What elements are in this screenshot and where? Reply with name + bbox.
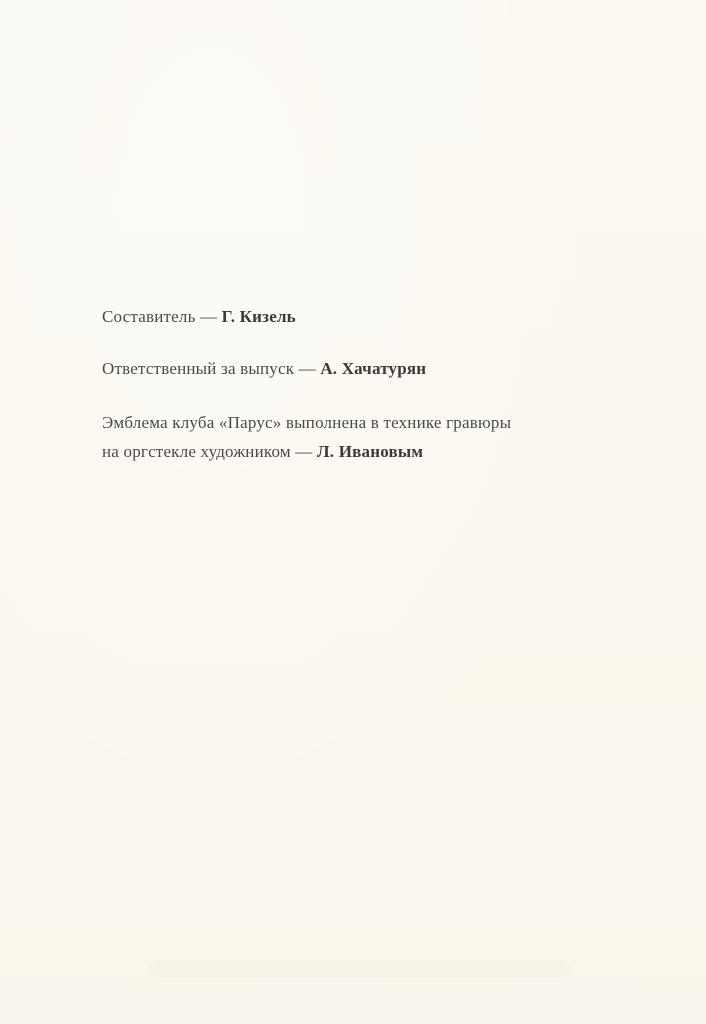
responsible-name: А. Хачатурян: [320, 359, 427, 378]
responsible-line: [102, 358, 426, 380]
responsible-dash: —: [298, 359, 316, 378]
compiler-dash: —: [199, 307, 218, 326]
emblem-dash: —: [295, 442, 313, 461]
emblem-artist-name: Л. Ивановым: [316, 442, 424, 461]
emblem-text-2: на оргстекле художником: [102, 442, 291, 461]
emblem-line-1: [102, 412, 511, 434]
compiler-label: Составитель: [102, 307, 196, 326]
compiler-name: Г. Кизель: [221, 307, 296, 326]
responsible-label: Ответственный за выпуск: [102, 359, 295, 378]
emblem-line-2: [102, 441, 423, 463]
emblem-text-1: Эмблема клуба «Парус» выполнена в технике гравюры: [102, 413, 512, 432]
show-through-smudge: [150, 960, 570, 978]
compiler-line: [102, 306, 296, 328]
